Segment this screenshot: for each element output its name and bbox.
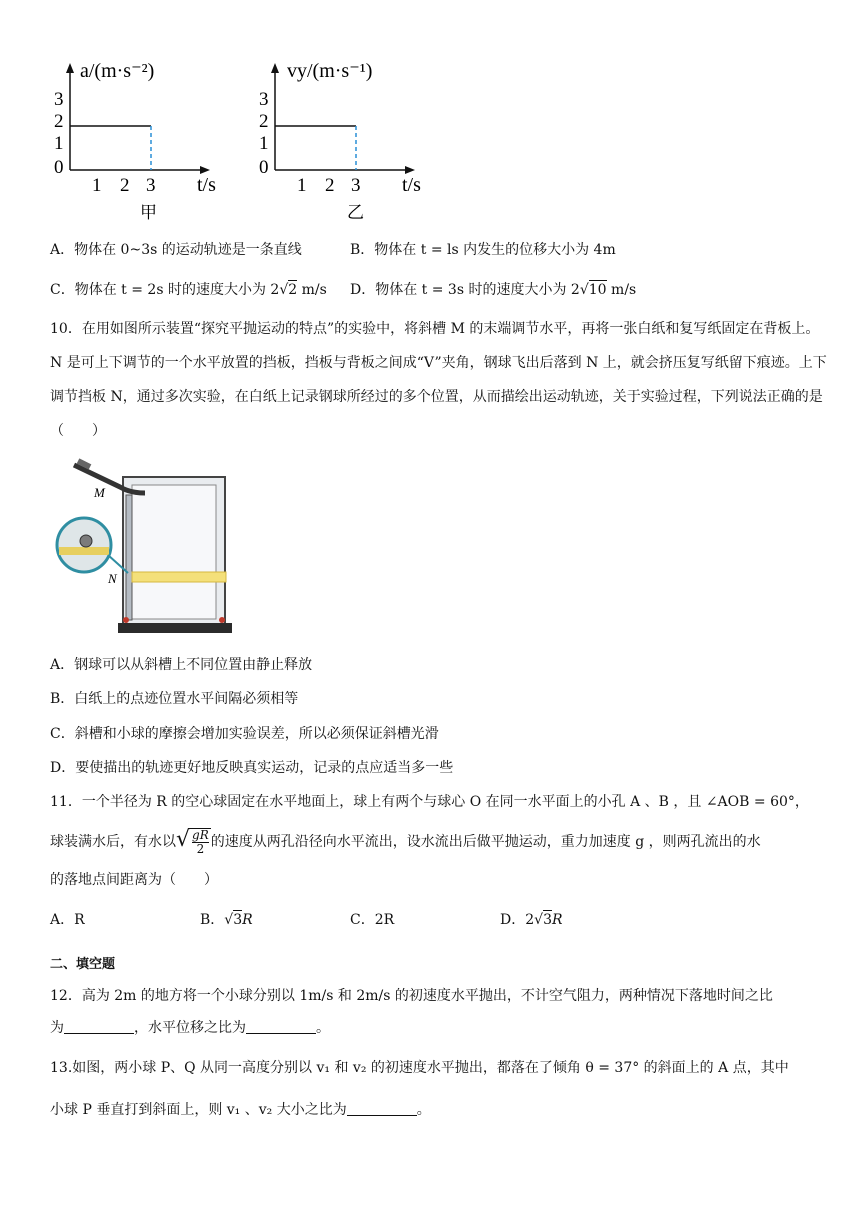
sqrt-symbol: √: [534, 912, 544, 928]
y-axis-label: a/(m·s⁻²): [80, 60, 155, 82]
q11-b-prefix: B．: [200, 912, 225, 928]
q12-line-2: [50, 1018, 330, 1038]
y-tick-3: 3: [259, 89, 269, 110]
q10-option-d[interactable]: D．要使描出的轨迹更好地反映真实运动，记录的点应适当多一些: [50, 760, 454, 776]
sqrt-symbol: √: [579, 282, 589, 298]
q9-option-d[interactable]: [350, 280, 636, 300]
y-tick-1: 1: [54, 133, 64, 154]
q11-line-2-prefix: 球装满水后，有水以: [50, 834, 176, 850]
q9-c-unit: m/s: [297, 282, 327, 298]
q12-line-2-prefix: 为: [50, 1020, 64, 1036]
base-screw-left: [123, 617, 129, 623]
q10-stem: 10．在用如图所示装置“探究平抛运动的特点”的实验中，将斜槽 M 的末端调节水平，再将一张白纸和复写纸固定在背板上。N 是可上下调节的一个水平放置的挡板，挡板与背板之间成“V”夹角，钢球飞出后落到 N 上，就会挤压复写纸留下痕迹。上下调节挡板 N，通过多次实验，在白纸上记录钢球所经过的多个位置，从而描绘出运动轨迹，关于实验过程，下列说法正确的是（ ）: [50, 321, 827, 439]
q10-option-c[interactable]: C．斜槽和小球的摩擦会增加实验误差，所以必须保证斜槽光滑: [50, 726, 439, 742]
q9-option-b[interactable]: B．物体在 t = ls 内发生的位移大小为 4m: [350, 242, 616, 258]
magnified-baffle: [59, 547, 109, 555]
x-axis-arrow: [200, 166, 210, 174]
left-post: [126, 495, 132, 620]
y-tick-2: 2: [54, 111, 64, 132]
data-line: [275, 126, 356, 170]
magnified-ball: [80, 535, 92, 547]
q12-blank-2[interactable]: [246, 1019, 316, 1034]
x-tick-3: 3: [351, 175, 361, 196]
data-line: [70, 126, 151, 170]
chart-a: [50, 55, 250, 225]
q13-blank[interactable]: [347, 1101, 417, 1116]
sqrt-symbol: √: [176, 827, 191, 852]
q12-blank-1[interactable]: [64, 1019, 134, 1034]
x-tick-3: 3: [146, 175, 156, 196]
q13-line-1: 13.如图，两小球 P、Q 从同一高度分别以 v₁ 和 v₂ 的初速度水平抛出，都落在了倾角 θ = 37° 的斜面上的 A 点，其中: [50, 1060, 789, 1076]
x-tick-1: 1: [297, 175, 307, 196]
q9-d-radicand: 10: [588, 282, 607, 298]
y-tick-1: 1: [259, 133, 269, 154]
x-axis-label: t/s: [197, 174, 216, 196]
q9-c-prefix: C．物体在 t = 2s 时的速度大小为 2: [50, 282, 280, 298]
x-axis-arrow: [405, 166, 415, 174]
y-axis-label: vy/(m·s⁻¹): [287, 60, 373, 82]
q12-line-2-suffix: 。: [316, 1020, 330, 1036]
q13-line-2-suffix: 。: [416, 1102, 431, 1118]
chart-caption: 甲: [140, 203, 157, 223]
y-tick-0: 0: [259, 157, 269, 178]
baffle-n: [132, 572, 226, 582]
q9-option-c[interactable]: [50, 280, 327, 300]
q11-line-2: [50, 828, 761, 856]
y-tick-0: 0: [54, 157, 64, 178]
q11-option-c[interactable]: C．2R: [350, 912, 395, 928]
y-axis-arrow: [271, 63, 279, 73]
x-tick-1: 1: [92, 175, 102, 196]
q11-fraction: [190, 828, 211, 856]
chart-caption: 乙: [347, 203, 364, 223]
apparatus-figure: [50, 455, 240, 640]
q11-d-radicand: 3: [543, 912, 552, 928]
base-plate: [118, 623, 232, 633]
q11-line-1: 11．一个半径为 R 的空心球固定在水平地面上，球上有两个与球心 O 在同一水平面上的小孔 A 、B ，且 ∠AOB = 60°，: [50, 794, 809, 810]
q11-fraction-numerator: gR: [192, 828, 209, 842]
x-tick-2: 2: [120, 175, 130, 196]
y-axis-arrow: [66, 63, 74, 73]
q12-line-1: 12．高为 2m 的地方将一个小球分别以 1m/s 和 2m/s 的初速度水平抛出，不计空气阻力，两种情况下落地时间之比: [50, 988, 773, 1004]
board-inner: [132, 485, 216, 619]
chart-v: [255, 55, 455, 225]
q11-b-radicand: 3: [233, 912, 243, 928]
q12-line-2-mid: ，水平位移之比为: [134, 1020, 246, 1036]
x-axis-label: t/s: [402, 174, 421, 196]
section-title: 二、填空题: [50, 957, 116, 972]
q9-d-prefix: D．物体在 t = 3s 时的速度大小为 2: [350, 282, 580, 298]
y-tick-2: 2: [259, 111, 269, 132]
q11-line-3: 的落地点间距离为（ ）: [50, 872, 218, 888]
base-screw-right: [219, 617, 225, 623]
q11-option-a[interactable]: A．R: [50, 912, 85, 928]
q11-option-b[interactable]: [200, 910, 253, 930]
x-tick-2: 2: [325, 175, 335, 196]
q9-option-a[interactable]: A．物体在 0~3s 的运动轨迹是一条直线: [50, 242, 302, 258]
label-m: M: [94, 485, 105, 500]
q10-option-a[interactable]: A．钢球可以从斜槽上不同位置由静止释放: [50, 657, 313, 673]
q11-d-prefix: D．2: [500, 912, 535, 928]
q11-option-d[interactable]: [500, 910, 563, 930]
q9-d-unit: m/s: [606, 282, 637, 298]
q11-fraction-denominator: 2: [196, 842, 205, 856]
y-tick-3: 3: [54, 89, 64, 110]
q11-b-suffix: R: [242, 912, 253, 928]
q10-option-b[interactable]: B．白纸上的点迹位置水平间隔必须相等: [50, 691, 299, 707]
q11-d-suffix: R: [551, 912, 563, 928]
sqrt-symbol: √: [224, 912, 234, 928]
sqrt-symbol: √: [279, 282, 289, 298]
q11-line-2-suffix: 的速度从两孔沿径向水平流出，设水流出后做平抛运动，重力加速度 g ，则两孔流出的水: [210, 834, 761, 850]
q13-line-2: [50, 1100, 431, 1120]
q13-line-2-prefix: 小球 P 垂直打到斜面上，则 v₁ 、v₂ 大小之比为: [50, 1102, 347, 1118]
label-n: N: [108, 571, 117, 586]
q9-c-radicand: 2: [288, 282, 298, 298]
